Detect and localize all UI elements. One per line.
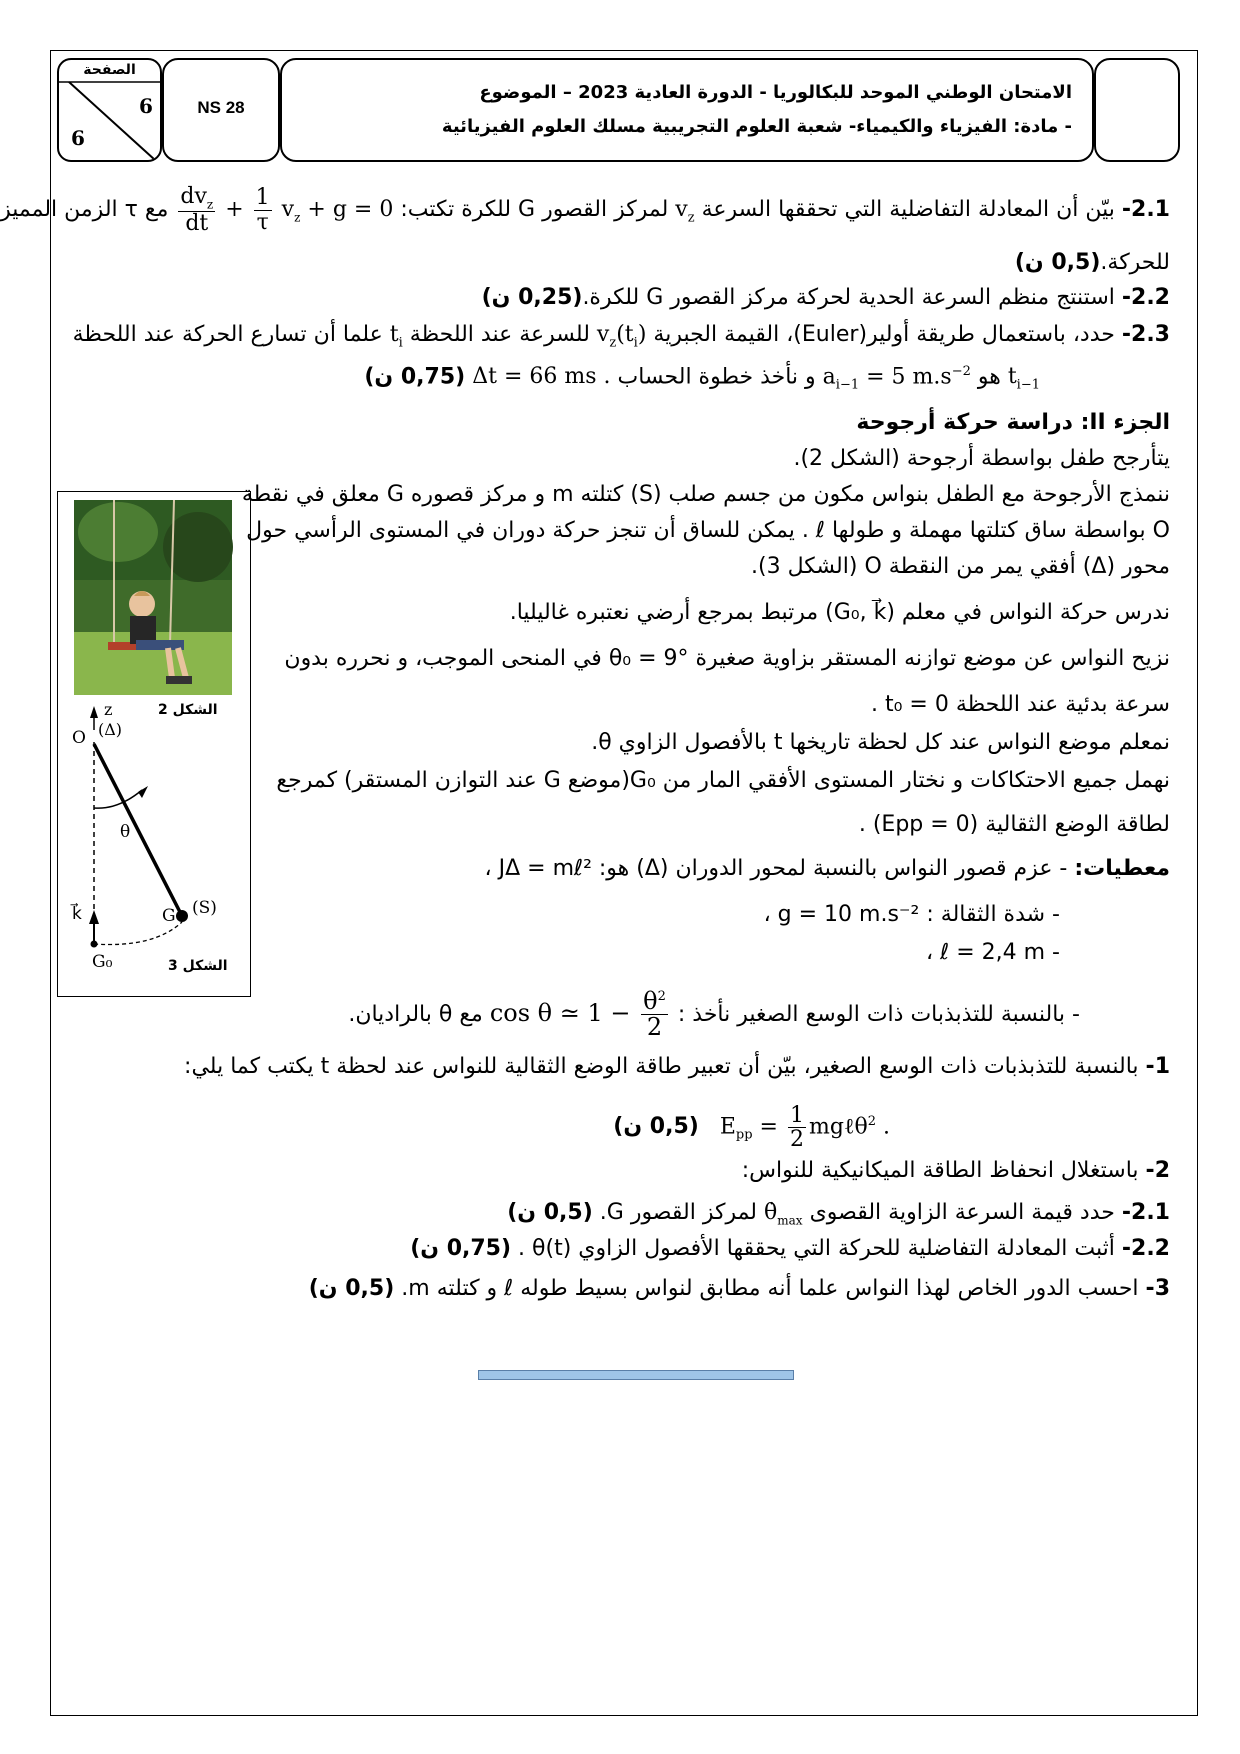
point-G0-label: G₀ <box>92 952 113 972</box>
exam-code: NS 28 <box>197 98 245 117</box>
part-2-heading: الجزء II: دراسة حركة أرجوحة <box>856 410 1170 435</box>
part-2-ref-l2: لطاقة الوضع الثقالية (Epp = 0) . <box>858 812 1170 837</box>
part-2-model-l3: محور (Δ) أفقي يمر من النقطة O (الشكل 3). <box>751 554 1170 579</box>
part-2-model-l1: ننمذج الأرجوحة مع الطفل بنواس مكون من جسم صلب (S) كتلته m و مركز قصوره G معلق في نقطة <box>241 482 1170 507</box>
question-2-2: 2.2- استنتج منظم السرعة الحدية لحركة مركز القصور G للكرة.(0,25 ن) <box>481 285 1170 310</box>
solid-S-label: (S) <box>192 898 217 918</box>
swing-photo <box>74 500 233 695</box>
theta-label: θ <box>120 822 131 842</box>
title-box <box>280 58 1094 162</box>
question-2-2b: 2.2- أثبت المعادلة التفاضلية للحركة التي يحققها الأفصول الزاوي θ(t) . (0,75 ن) <box>410 1236 1170 1261</box>
figure-3-label: الشكل 3 <box>168 958 228 974</box>
question-1: 1- بالنسبة للتذبذبات ذات الوسع الصغير، بيّن أن تعبير طاقة الوضع الثقالية للنواس عند لحظة t يكتب كما يلي: <box>184 1054 1170 1079</box>
blank-header-box <box>1094 58 1180 162</box>
part-2-release-l2: سرعة بدئية عند اللحظة t₀ = 0 . <box>870 692 1170 717</box>
data-line-3: - ℓ = 2,4 m ، <box>926 940 1060 965</box>
page-total: 6 <box>71 126 85 150</box>
epp-formula: $E_{pp}$ = $\frac{1}{2}$ mgℓθ$^2$ . <box>719 1102 890 1152</box>
data-line-4: - بالنسبة للتذبذبات ذات الوسع الصغير نأخذ : cos θ ≃ 1 − $\frac{\theta^2}{2}$ مع θ بالراديان. <box>348 978 1080 1048</box>
figure-2-label: الشكل 2 <box>158 702 218 718</box>
question-1-formula: $E_{pp}$ = $\frac{1}{2}$ mgℓθ$^2$ . (0,5 ن) <box>613 1092 890 1152</box>
axis-delta-label: (Δ) <box>98 720 123 739</box>
question-2-1-cont: للحركة.(0,5 ن) <box>1014 250 1170 275</box>
axis-z-label: z <box>104 700 113 719</box>
part-2-intro: يتأرجح طفل بواسطة أرجوحة (الشكل 2). <box>793 446 1170 471</box>
cos-approximation: cos θ ≃ 1 − $\frac{\theta^2}{2}$ <box>489 986 666 1041</box>
data-line-2: - شدة الثقالة : g = 10 m.s⁻² ، <box>763 902 1060 927</box>
part-2-frame: ندرس حركة النواس في معلم (G₀, k⃗) مرتبط بمرجع أرضي نعتبره غاليليا. <box>509 600 1170 625</box>
question-3: 3- احسب الدور الخاص لهذا النواس علما أنه مطابق لنواس بسيط طوله ℓ و كتلته m. (0,5 ن) <box>308 1276 1170 1301</box>
part-2-model-l2: O بواسطة ساق كتلتها مهملة و طولها ℓ . يمكن للساق أن تنجز حركة دوران في المستوى الرأسي حول <box>246 518 1170 543</box>
vector-k-label: k⃗ <box>72 904 82 924</box>
part-2-ref-l1: نهمل جميع الاحتكاكات و نختار المستوى الأفقي المار من G₀(موضع G عند التوازن المستقر) كمرجع <box>276 768 1170 793</box>
question-2: 2- باستغلال انحفاظ الطاقة الميكانيكية للنواس: <box>741 1158 1170 1183</box>
figure-box <box>57 491 251 997</box>
subject-line: - مادة: الفيزياء والكيمياء- شعبة العلوم التجريبية مسلك العلوم الفيزيائية <box>441 116 1072 137</box>
page-number-box <box>57 58 162 162</box>
vz-symbol: $v_z$ <box>675 197 695 226</box>
end-bar <box>478 1370 794 1380</box>
data-line-1: معطيات: - عزم قصور النواس بالنسبة لمحور الدوران (Δ) هو: JΔ = mℓ² ، <box>484 856 1170 881</box>
point-G-label: G <box>162 906 176 926</box>
exam-code-box <box>162 58 280 162</box>
exam-title: الامتحان الوطني الموحد للبكالوريا - الدورة العادية 2023 – الموضوع <box>479 82 1072 103</box>
figure-drawing <box>58 492 250 996</box>
question-2-3-cont: $t_{i-1}$ هو $a_{i-1} = 5$ $m.s^{-2}$ و نأخذ خطوة الحساب Δt = 66 ms . (0,75 ن) <box>364 364 1040 393</box>
question-2-3: 2.3- حدد، باستعمال طريقة أولير(Euler)، القيمة الجبرية $v_z(t_i)$ للسرعة عند اللحظة $t_i$ علما أن تسارع الحركة عند اللحظة <box>72 322 1170 351</box>
point-O-label: O <box>72 728 86 748</box>
page-label: الصفحة <box>83 62 136 78</box>
part-2-release-l1: نزيح النواس عن موضع توازنه المستقر بزاوية صغيرة θ₀ = 9° في المنحى الموجب، و نحرره بدون <box>284 646 1170 671</box>
part-2-theta: نمعلم موضع النواس عند كل لحظة تاريخها t بالأفصول الزاوي θ. <box>591 730 1170 755</box>
question-2-1: 2.1- بيّن أن المعادلة التفاضلية التي تحققها السرعة $v_z$ لمركز القصور G للكرة تكتب: $\frac{dv_z}{dt}$ + $\frac{1}{\tau}$ $v_z + g = 0$ مع τ الزمن المميز <box>90 180 1170 240</box>
differential-equation-vz: $\frac{dv_z}{dt}$ + $\frac{1}{\tau}$ $v_z + g = 0$ <box>180 183 394 236</box>
question-2-1b: 2.1- حدد قيمة السرعة الزاوية القصوى $\thetȧ_{max}$ لمركز القصور G. (0,5 ن) <box>507 1200 1170 1228</box>
page-number: 6 <box>139 94 153 118</box>
